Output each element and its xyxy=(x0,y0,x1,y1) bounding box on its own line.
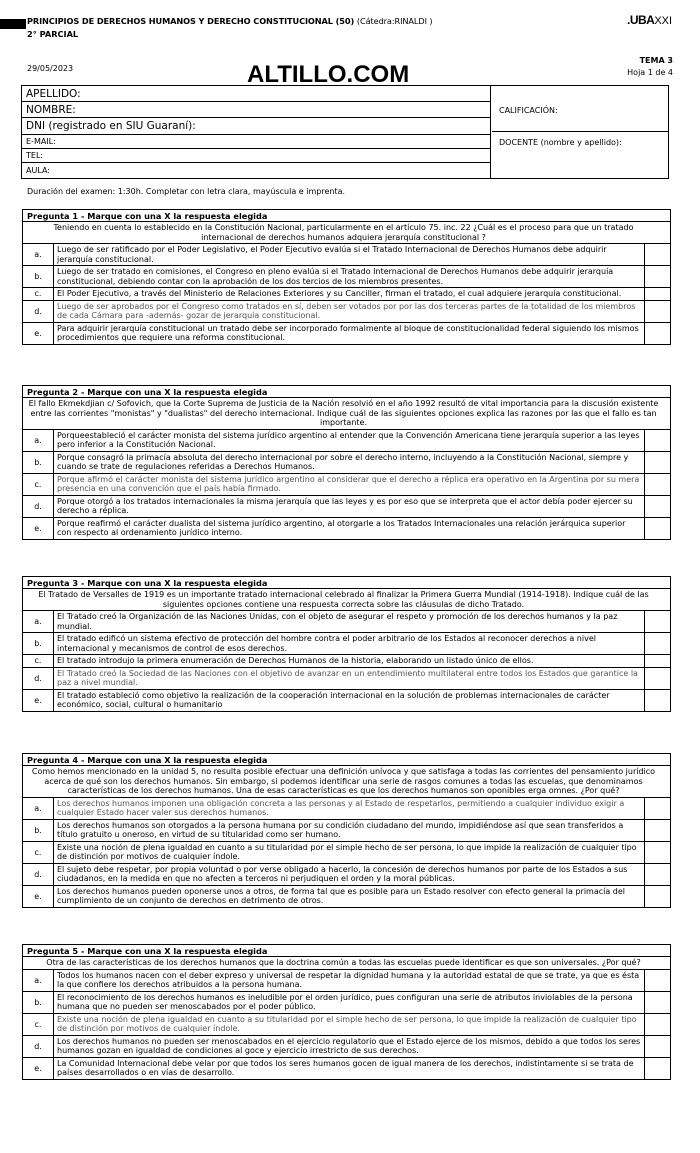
question-title: Pregunta 2 - Marque con una X la respuesta elegida xyxy=(23,386,670,398)
answer-option[interactable] xyxy=(23,655,670,668)
student-id-form xyxy=(21,85,669,179)
option-letter: c. xyxy=(23,1014,54,1035)
option-letter: d. xyxy=(23,864,54,885)
option-letter: d. xyxy=(23,1036,54,1057)
option-text: El tratado introdujo la primera enumeración de Derechos Humanos de la historia, elaborando un listado único de ellos. xyxy=(54,655,645,667)
option-text: El Tratado creó la Sociedad de las Naciones con el objetivo de avanzar en un entendimiento multilateral entre todos los Estados que garantice la paz a nivel mundial. xyxy=(54,668,645,689)
answer-checkbox[interactable] xyxy=(645,430,670,451)
answer-option[interactable] xyxy=(23,798,670,820)
question-text: Otra de las características de los derechos humanos que la doctrina común a todas las escuelas puede identificar es que son universales. ¿Por qué? xyxy=(23,957,670,970)
answer-option[interactable] xyxy=(23,970,670,992)
option-letter: b. xyxy=(23,266,54,287)
option-text: Los derechos humanos imponen una obligación concreta a las personas y al Estado de respetarlos, permitiendo a cualquier individuo exigir a cualquier Estado hacer valer sus derechos humanos. xyxy=(54,798,645,819)
option-letter: b. xyxy=(23,633,54,654)
option-text: Los derechos humanos no pueden ser menoscabados en el ejercicio regulatorio que el Estado ejerce de los mismos, debido a que todos los seres humanos gozan en igualdad de condiciones al goce y ejercicio irrestricto de sus derechos. xyxy=(54,1036,645,1057)
answer-checkbox[interactable] xyxy=(645,690,670,711)
question-4 xyxy=(22,753,671,908)
option-text: Todos los humanos nacen con el deber expreso y universal de respetar la dignidad humana y la autoridad estatal de que se trate, ya que es ésta la que confiere los derechos atribuidos a la persona humana. xyxy=(54,970,645,991)
answer-checkbox[interactable] xyxy=(645,886,670,907)
email-field[interactable]: E-MAIL: xyxy=(22,135,490,149)
answer-checkbox[interactable] xyxy=(645,496,670,517)
option-letter: a. xyxy=(23,611,54,632)
option-letter: c. xyxy=(23,288,54,300)
question-text: Como hemos mencionado en la unidad 5, no resulta posible efectuar una definición unívoca y que satisfaga a todas las corrientes del pensamiento jurídico acerca de qué son los derechos humanos. Sin embargo, si podemos identificar una serie de rasgos comunes a todas las escuelas, que denominamos características de los derechos humanos. Una de esas características es que los derechos humanos son oponibles erga omnes. ¿Por qué? xyxy=(23,766,670,798)
option-letter: e. xyxy=(23,1058,54,1079)
answer-checkbox[interactable] xyxy=(645,323,670,344)
option-text: Existe una noción de plena igualdad en cuanto a su titularidad por el simple hecho de ser persona, lo que impide la realización de cualquier tipo de distinción por motivos de cualquier índole. xyxy=(54,842,645,863)
answer-option[interactable] xyxy=(23,992,670,1014)
answer-option[interactable] xyxy=(23,288,670,301)
answer-checkbox[interactable] xyxy=(645,820,670,841)
answer-option[interactable] xyxy=(23,864,670,886)
question-1 xyxy=(22,209,671,345)
option-text: Porque reafirmó el carácter dualista del sistema jurídico argentino, al otorgarle a los Tratados Internacionales una relación jerárquica superior con respecto al ordenamiento jurídico interno. xyxy=(54,518,645,539)
answer-option[interactable] xyxy=(23,668,670,690)
answer-option[interactable] xyxy=(23,518,670,539)
option-letter: e. xyxy=(23,323,54,344)
answer-checkbox[interactable] xyxy=(645,798,670,819)
option-letter: a. xyxy=(23,244,54,265)
answer-checkbox[interactable] xyxy=(645,1014,670,1035)
option-text: La Comunidad Internacional debe velar por que todos los seres humanos gocen de igual manera de los derechos, indistintamente si se trata de países desarrollados o en vías de desarrollo. xyxy=(54,1058,645,1079)
option-text: Porque otorgó a los tratados internacionales la misma jerarquía que las leyes y es por eso que se interpreta que el actor debía poder ejercer su derecho a réplica. xyxy=(54,496,645,517)
student-fields xyxy=(22,86,491,178)
black-corner-mark xyxy=(0,19,26,29)
option-text: Porque afirmó el carácter monista del sistema jurídico argentino al considerar que el derecho a réplica era operativo en la Argentina por su mera presencia en una convención que el país había firmado. xyxy=(54,474,645,495)
option-text: El sujeto debe respetar, por propia voluntad o por verse obligado a hacerlo, la concesión de derechos humanos por parte de los Estados a sus ciudadanos, en la medida en que no afecten a terceros ni perjudiquen el orden y la moral públicas. xyxy=(54,864,645,885)
exam-subtitle: 2° PARCIAL xyxy=(27,29,79,39)
option-text: El tratado estableció como objetivo la realización de la cooperación internacional en la solución de problemas internacionales de carácter económico, social, cultural o humanitario xyxy=(54,690,645,711)
option-text: Luego de ser tratado en comisiones, el Congreso en pleno evalúa si el Tratado Internacional de Derechos Humanos debe adquirir jerarquía constitucional, debiendo contar con la aprobación de los dos tercios de los miembros presentes. xyxy=(54,266,645,287)
question-2 xyxy=(22,385,671,540)
answer-checkbox[interactable] xyxy=(645,1058,670,1079)
option-text: El tratado edificó un sistema efectivo de protección del hombre contra el poder arbitrario de los Estados al reconocer derechos a nivel internacional y mecanismos de control de esos derechos. xyxy=(54,633,645,654)
option-letter: a. xyxy=(23,970,54,991)
option-text: Porque consagró la primacía absoluta del derecho internacional por sobre el derecho interno, incluyendo a la Constitución Nacional, siempre y cuando se trate de regulaciones referidas a Derechos Humanos. xyxy=(54,452,645,473)
option-letter: c. xyxy=(23,474,54,495)
question-title: Pregunta 4 - Marque con una X la respuesta elegida xyxy=(23,754,670,766)
answer-checkbox[interactable] xyxy=(645,970,670,991)
option-text: El Poder Ejecutivo, a través del Ministerio de Relaciones Exteriores y su Canciller, firman el tratado, el cual adquiere jerarquía constitucional. xyxy=(54,288,645,300)
answer-option[interactable] xyxy=(23,496,670,518)
answer-checkbox[interactable] xyxy=(645,288,670,300)
dni-field[interactable]: DNI (registrado en SIU Guaraní): xyxy=(22,118,490,135)
answer-checkbox[interactable] xyxy=(645,864,670,885)
answer-checkbox[interactable] xyxy=(645,452,670,473)
exam-instructions: Duración del examen: 1:30h. Completar con letra clara, mayúscula e imprenta. xyxy=(27,187,346,196)
option-letter: b. xyxy=(23,452,54,473)
question-text: El Tratado de Versalles de 1919 es un importante tratado internacional celebrado al finalizar la Primera Guerra Mundial (1914-1918). Indique cuál de las siguientes opciones contiene una respuesta correcta sobre las cláusulas de dicho Tratado. xyxy=(23,589,670,611)
answer-option[interactable] xyxy=(23,323,670,344)
answer-option[interactable] xyxy=(23,611,670,633)
option-letter: c. xyxy=(23,655,54,667)
divider xyxy=(492,131,669,132)
option-letter: c. xyxy=(23,842,54,863)
exam-title: PRINCIPIOS DE DERECHOS HUMANOS Y DERECHO CONSTITUCIONAL (50) (Cátedra:RINALDI ) xyxy=(27,16,433,26)
answer-option[interactable] xyxy=(23,1036,670,1058)
uba-logo: .UBAXXI xyxy=(627,13,673,27)
answer-option[interactable] xyxy=(23,842,670,864)
answer-option[interactable] xyxy=(23,244,670,266)
option-text: El Tratado creó la Organización de las Naciones Unidas, con el objeto de asegurar el respeto y promoción de los derechos humanos y la paz mundial. xyxy=(54,611,645,632)
answer-option[interactable] xyxy=(23,266,670,288)
answer-option[interactable] xyxy=(23,1058,670,1079)
answer-checkbox[interactable] xyxy=(645,668,670,689)
option-text: Luego de ser aprobados por el Congreso como tratados en sí, deben ser votados por por las dos terceras partes de la totalidad de los miembros de cada Cámara para -además- gozar de jerarquía constitucional. xyxy=(54,301,645,322)
exam-date: 29/05/2023 xyxy=(27,64,74,73)
answer-checkbox[interactable] xyxy=(645,301,670,322)
question-title: Pregunta 5 - Marque con una X la respuesta elegida xyxy=(23,945,670,957)
option-letter: e. xyxy=(23,690,54,711)
option-letter: e. xyxy=(23,886,54,907)
answer-checkbox[interactable] xyxy=(645,244,670,265)
answer-option[interactable] xyxy=(23,820,670,842)
answer-checkbox[interactable] xyxy=(645,655,670,667)
answer-option[interactable] xyxy=(23,430,670,452)
option-text: Luego de ser ratificado por el Poder Legislativo, el Poder Ejecutivo evalúa si el Tratado Internacional de Derechos Humanos debe adquirir jerarquía constitucional. xyxy=(54,244,645,265)
question-5 xyxy=(22,944,671,1080)
answer-option[interactable] xyxy=(23,301,670,323)
option-letter: a. xyxy=(23,430,54,451)
answer-checkbox[interactable] xyxy=(645,474,670,495)
apellido-field[interactable]: APELLIDO: xyxy=(22,86,490,102)
tel-field[interactable]: TEL: xyxy=(22,149,490,163)
answer-checkbox[interactable] xyxy=(645,992,670,1013)
answer-option[interactable] xyxy=(23,1014,670,1036)
grading-fields xyxy=(492,86,669,178)
answer-checkbox[interactable] xyxy=(645,1036,670,1057)
answer-option[interactable] xyxy=(23,452,670,474)
watermark: ALTILLO.COM xyxy=(247,61,410,88)
answer-option[interactable] xyxy=(23,886,670,907)
aula-field[interactable]: AULA: xyxy=(26,166,50,175)
answer-checkbox[interactable] xyxy=(645,611,670,632)
answer-checkbox[interactable] xyxy=(645,518,670,539)
question-3 xyxy=(22,576,671,712)
option-text: Existe una noción de plena igualdad en cuanto a su titularidad por el simple hecho de ser persona, lo que impide la realización de cualquier tipo de distinción por motivos de cualquier índole. xyxy=(54,1014,645,1035)
page-count: Hoja 1 de 4 xyxy=(627,68,673,77)
option-letter: d. xyxy=(23,496,54,517)
docente-label: DOCENTE (nombre y apellido): xyxy=(499,138,622,147)
answer-checkbox[interactable] xyxy=(645,633,670,654)
option-letter: d. xyxy=(23,301,54,322)
answer-option[interactable] xyxy=(23,690,670,711)
option-letter: d. xyxy=(23,668,54,689)
tema-label: TEMA 3 xyxy=(639,56,673,65)
option-text: Para adquirir jerarquía constitucional un tratado debe ser incorporado formalmente al bloque de constitucionalidad federal siguiendo los mismos procedimientos que requiere una reforma constitucional. xyxy=(54,323,645,344)
question-text: El fallo Ekmekdjian c/ Sofovich, que la Corte Suprema de Justicia de la Nación resolvió en el año 1992 resultó de vital importancia para la discusión existente entre las corrientes "monistas" y "dualistas" del derecho internacional. Indique cuál de las siguientes opciones explica las razones por las que el fallo es tan importante. xyxy=(23,398,670,430)
option-letter: a. xyxy=(23,798,54,819)
option-text: Los derechos humanos pueden oponerse unos a otros, de forma tal que es posible para un Estado resolver con efecto general la primacía del cumplimiento de un conjunto de derechos en detrimento de otros. xyxy=(54,886,645,907)
answer-option[interactable] xyxy=(23,474,670,496)
question-title: Pregunta 3 - Marque con una X la respuesta elegida xyxy=(23,577,670,589)
calificacion-label: CALIFICACIÓN: xyxy=(499,106,558,115)
nombre-field[interactable]: NOMBRE: xyxy=(22,102,490,118)
option-text: El reconocimiento de los derechos humanos es ineludible por el orden jurídico, pues configuran una serie de atributos inviolables de la persona humana que no pueden ser menoscabados por el poder público. xyxy=(54,992,645,1013)
question-text: Teniendo en cuenta lo establecido en la Constitución Nacional, particularmente en el artículo 75. inc. 22 ¿Cuál es el proceso para que un tratado internacional de derechos humanos adquiera jerarquía constitucional ? xyxy=(23,222,670,244)
option-text: Porqueestableció el carácter monista del sistema jurídico argentino al entender que la Convención Americana tiene jerarquía superior a las leyes pero inferior a la Constitución Nacional. xyxy=(54,430,645,451)
answer-checkbox[interactable] xyxy=(645,842,670,863)
option-letter: e. xyxy=(23,518,54,539)
question-title: Pregunta 1 - Marque con una X la respuesta elegida xyxy=(23,210,670,222)
option-letter: b. xyxy=(23,992,54,1013)
answer-option[interactable] xyxy=(23,633,670,655)
option-text: Los derechos humanos son otorgados a la persona humana por su condición ciudadano del mundo, impidiéndose así que sean transferidos a título gratuito u oneroso, en virtud de su titularidad como ser humano. xyxy=(54,820,645,841)
answer-checkbox[interactable] xyxy=(645,266,670,287)
option-letter: b. xyxy=(23,820,54,841)
